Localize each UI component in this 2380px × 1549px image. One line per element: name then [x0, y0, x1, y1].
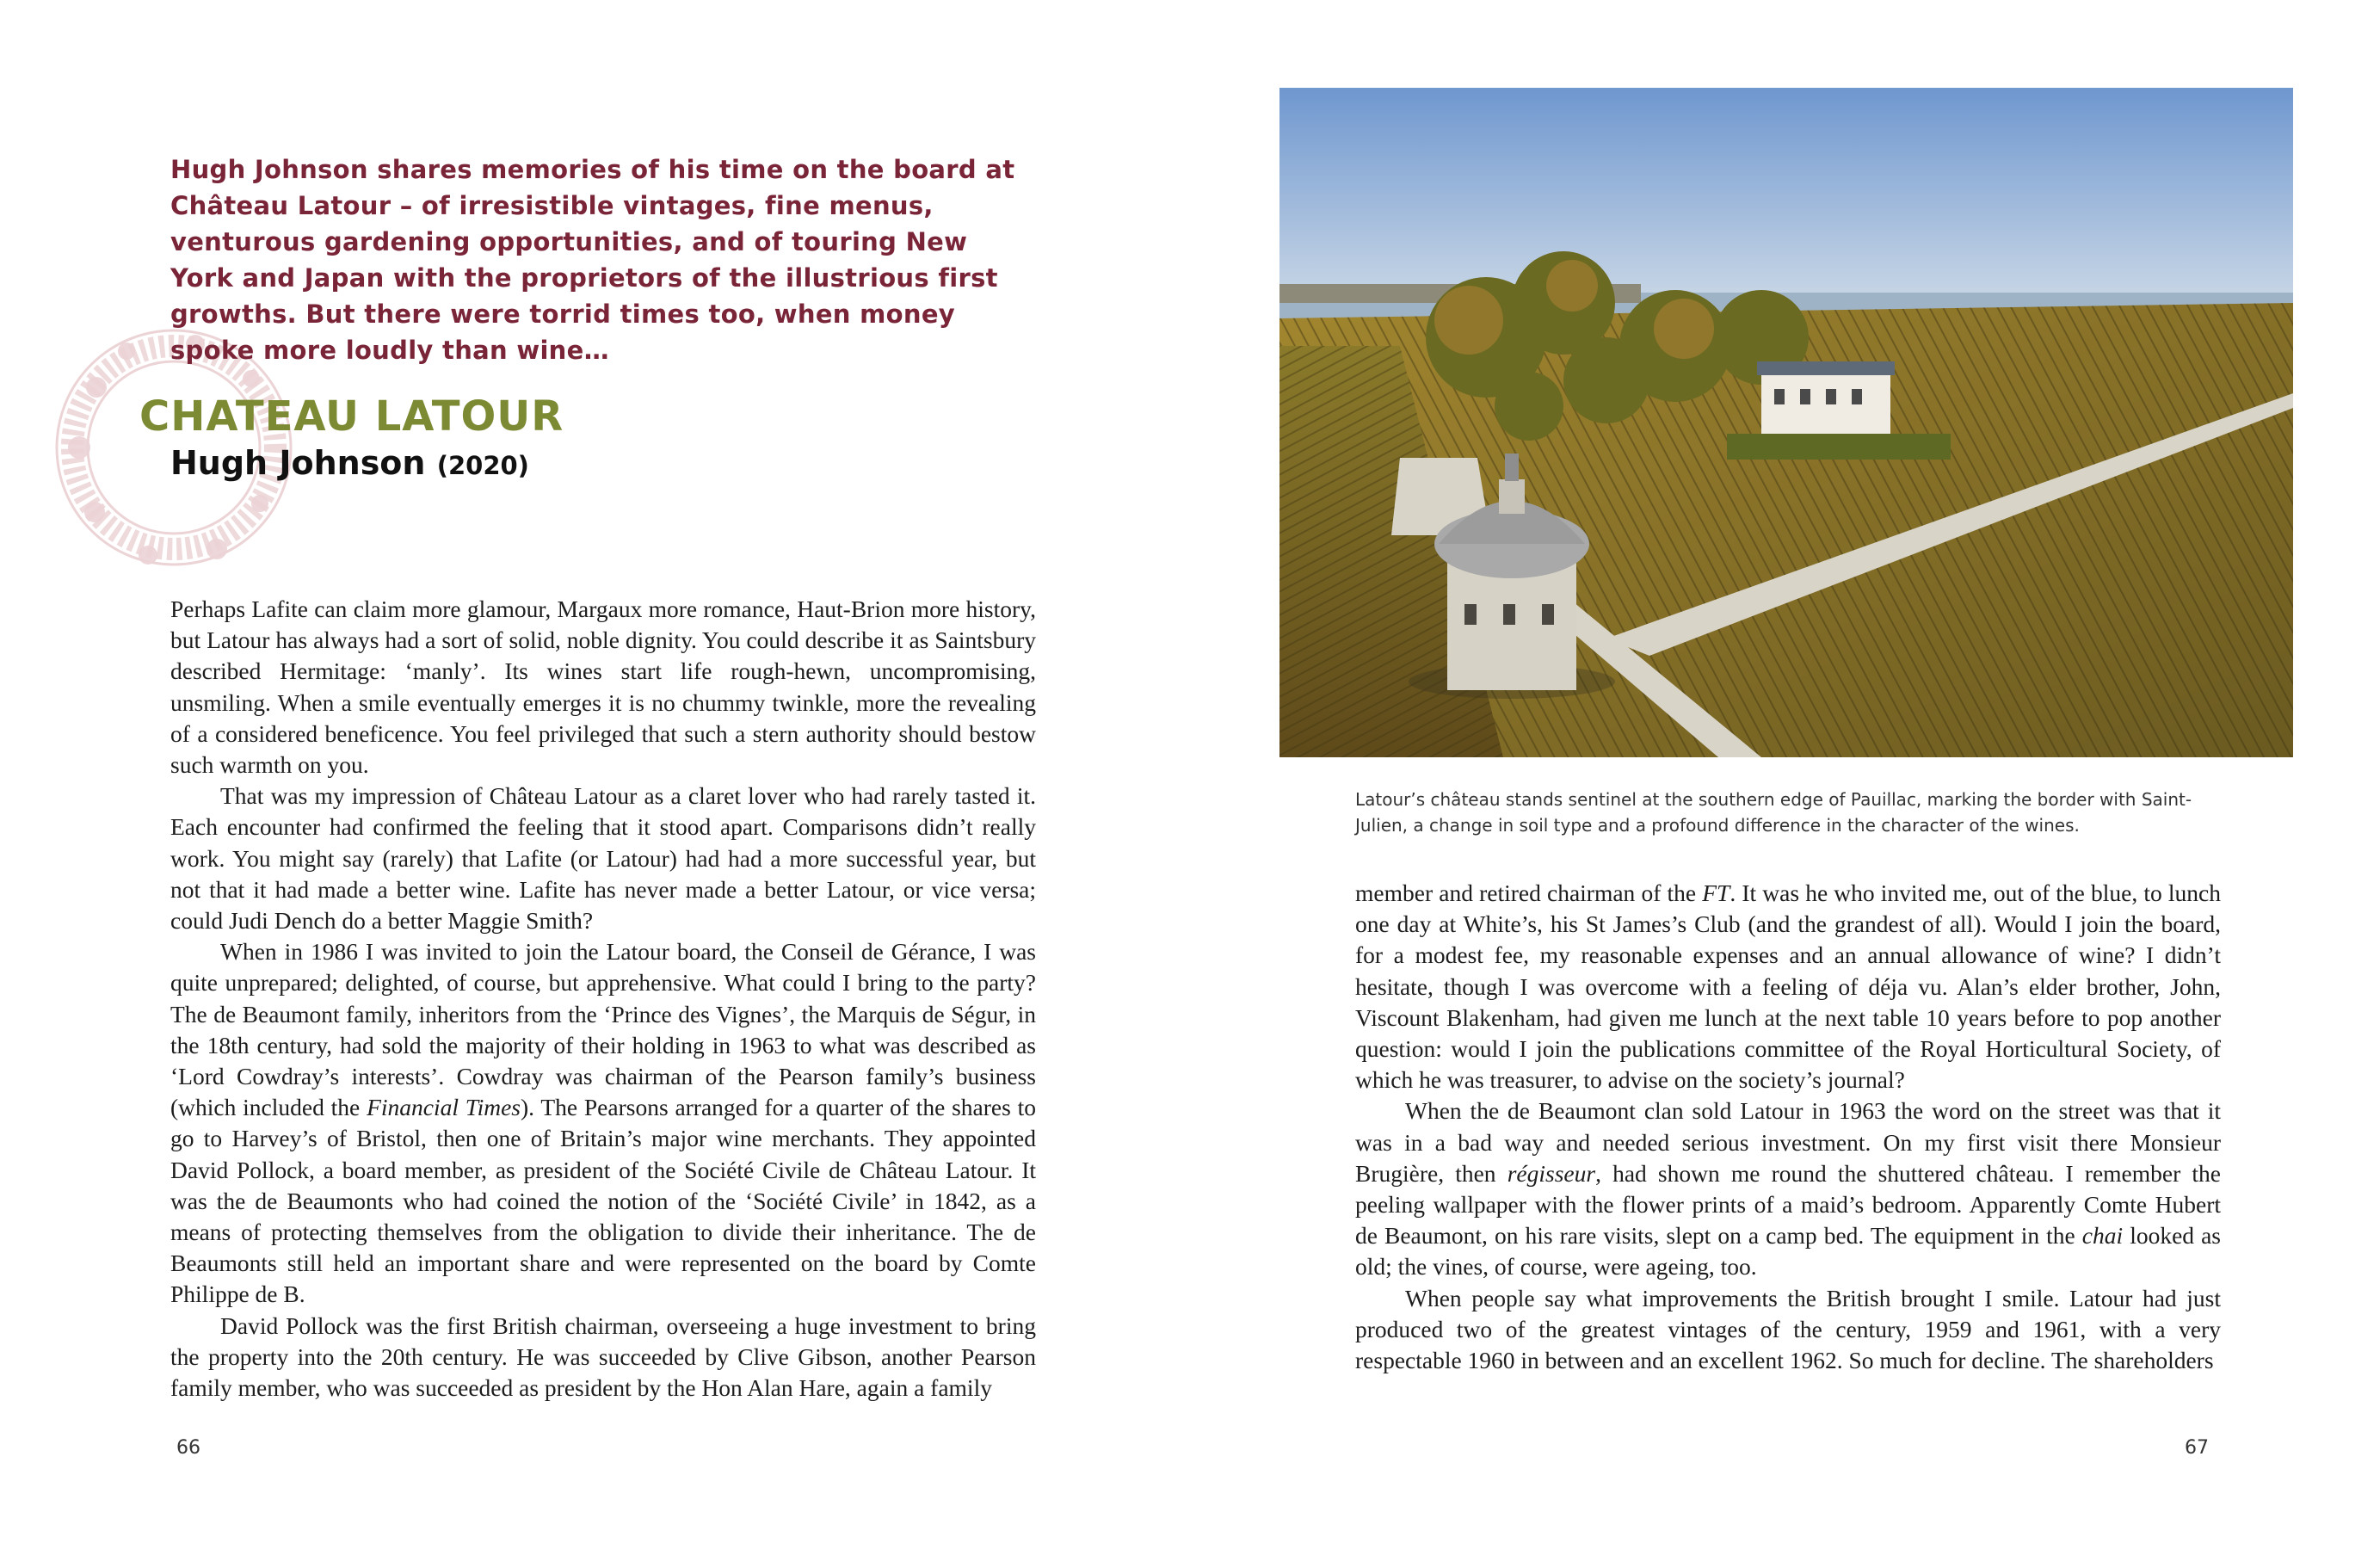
paragraph [1355, 1095, 2221, 1282]
paragraph: Perhaps Lafite can claim more glamour, Margaux more romance, Haut-Brion more history, but Latour has always had a sort of solid, noble dignity. You could describe it as Saintsbury described Hermitage: ‘manly’. Its wines start life rough-hewn, uncompromising, unsmiling. When a smile eventually emerges it is no chummy twinkle, more the revealing of a considered beneficence. You feel privileged that such a stern authority should bestow such warmth on you. [170, 596, 1036, 779]
paragraph: David Pollock was the first British chairman, overseeing a huge investment to bring the property into the 20th century. He was succeeded by Clive Gibson, another Pearson family member, who was succeeded as president by the Hon Alan Hare, again a family [170, 1311, 1036, 1402]
paragraph-text: looked as old; the vines, of course, were ageing, too. [1355, 1222, 2221, 1281]
paragraph-text: ). The Pearsons arranged for a quarter of the shares to go to Harvey’s of Bristol, then one of Britain’s major wine merchants. They appointed David Pollock, a board member, as president of the Société Civile de Château Latour. It was the de Beaumonts who had coined the notion of the ‘Société Civile’ in 1842, as a means of protecting themselves from the obligation to divide their inheritance. The de Beaumonts still held an important share and were represented on the board by Comte Philippe de B. [170, 1094, 1036, 1308]
italic-text: chai [2081, 1222, 2124, 1250]
italic-text: FT [1702, 879, 1730, 906]
paragraph [1355, 878, 2221, 1095]
paragraph [170, 936, 1036, 1310]
byline [170, 444, 529, 482]
italic-text: Financial Times [367, 1094, 521, 1121]
right-page [1190, 0, 2380, 1549]
page-number: 66 [176, 1437, 200, 1459]
photo-caption: Latour’s château stands sentinel at the southern edge of Pauillac, marking the border with Saint-Julien, a change in soil type and a profound difference in the character of the wines. [1355, 789, 2192, 836]
paragraph-text: When the de Beaumont clan sold Latour in 1963 the word on the street was that it was in a bad way and needed serious investment. On my first visit there Monsieur Brugière, then [1355, 1097, 2221, 1187]
page-number: 67 [2185, 1437, 2209, 1459]
paragraph-text: . It was he who invited me, out of the blue, to lunch one day at White’s, his St James’s Club (and the grandest of all). Would I join the board, for a modest fee, my reasonable expenses and an annual allowance of wine? I didn’t hesitate, though I was overcome with a feeling of déja vu. Alan’s elder brother, John, Viscount Blakenham, had given me lunch at the next table 10 years before to pop another question: would I join the publications committee of the Royal Horticultural Society, of which he was treasurer, to advise on the society’s journal? [1355, 879, 2221, 1094]
paragraph-text: member and retired chairman of the [1355, 879, 1703, 906]
standfirst: Hugh Johnson shares memories of his time on the board at Château Latour – of irresistible vintages, fine menus, venturous gardening opportunities, and of touring New York and Japan with the proprietors of the illustrious first growths. But there were torrid times too, when money spoke more loudly than wine… [170, 155, 1015, 365]
paragraph-text: , had shown me round the shuttered château. I remember the peeling wallpaper with the flower prints of a maid’s bedroom. Apparently Comte Hubert de Beaumont, on his rare visits, slept on a camp bed. The equipment in the [1355, 1159, 2221, 1250]
left-body-text [170, 594, 1036, 1404]
author-name: Hugh Johnson [170, 444, 426, 482]
italic-text: régisseur [1507, 1159, 1596, 1187]
chateau-aerial-photo [1279, 88, 2293, 757]
article-title: CHATEAU LATOUR [139, 392, 564, 441]
paragraph-text: When in 1986 I was invited to join the Latour board, the Conseil de Gérance, I was quite unprepared; delighted, of course, but apprehensive. What could I bring to the party? The de Beaumont family, inheritors from the ‘Prince des Vignes’, the Marquis de Ségur, in the 18th century, had sold the majority of their holding in 1963 to what was described as ‘Lord Cowdray’s interests’. Cowdray was chairman of the Pearson family’s business (which included the [170, 938, 1036, 1121]
publication-year: (2020) [436, 451, 529, 480]
paragraph: When people say what improvements the British brought I smile. Latour had just produced two of the greatest vintages of the century, 1959 and 1961, with a very respectable 1960 in between and an excellent 1962. So much for decline. The shareholders [1355, 1284, 2221, 1374]
right-body-text [1355, 878, 2221, 1376]
paragraph: That was my impression of Château Latour as a claret lover who had rarely tasted it. Each encounter had confirmed the feeling that it stood apart. Comparisons didn’t really work. You might say (rarely) that Lafite (or Latour) had had a more successful year, but not that it had made a better wine. Lafite has never made a better Latour, or vice versa; could Judi Dench do a better Maggie Smith? [170, 782, 1036, 935]
